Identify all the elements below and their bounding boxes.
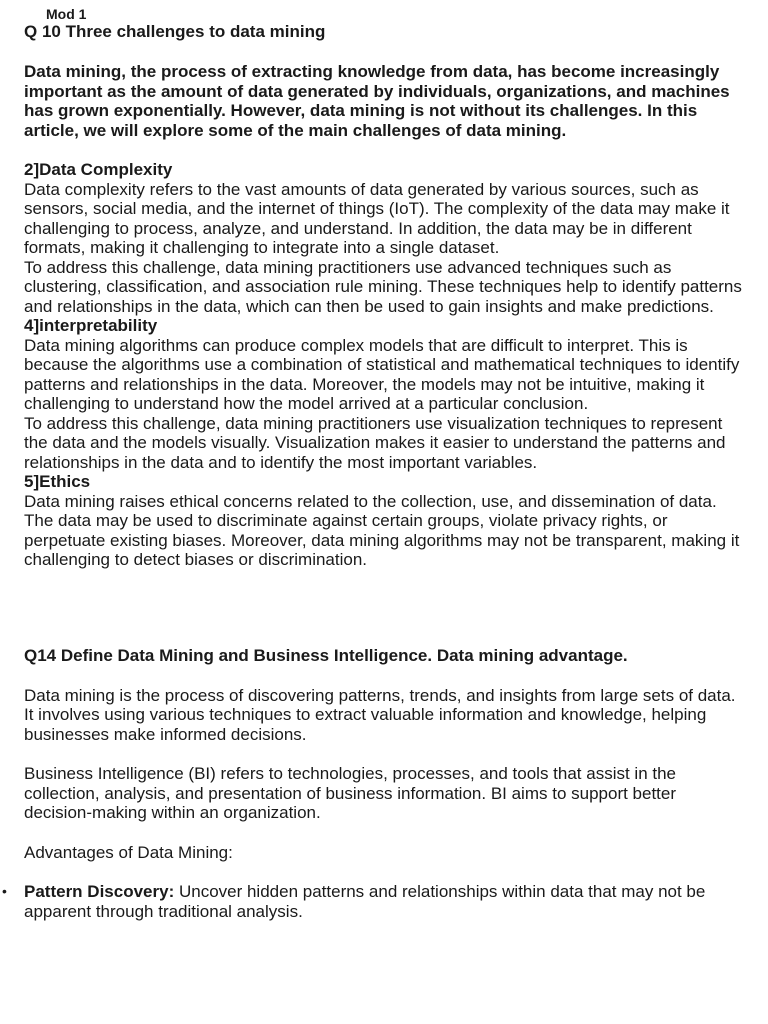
question-14-title: Q14 Define Data Mining and Business Intelligence. Data mining advantage. <box>24 645 628 665</box>
section-data-complexity <box>24 160 748 316</box>
section-heading: 4]interpretability <box>24 316 158 335</box>
question-10-intro: Data mining, the process of extracting knowledge from data, has become increasingly important as the amount of data generated by individuals, organizations, and machines has grown exponentially. However, data mining is not without its challenges. In this article, we will explore some of the main challenges of data mining. <box>24 62 730 140</box>
section-paragraph: Data complexity refers to the vast amounts of data generated by various sources, such as sensors, social media, and the internet of things (IoT). The complexity of the data may make it challenging to process, analyze, and understand. In addition, the data may be in different formats, making it challenging to integrate into a single dataset. <box>24 179 730 257</box>
section-paragraph: To address this challenge, data mining practitioners use visualization techniques to represent the data and the models visually. Visualization makes it easier to understand the patterns and relationships in the data and to identify the most important variables. <box>24 413 726 472</box>
section-ethics <box>24 472 748 570</box>
question-10-title: Q 10 Three challenges to data mining <box>24 22 326 41</box>
module-label: Mod 1 <box>46 6 87 22</box>
section-interpretability <box>24 316 748 472</box>
advantage-text: Uncover hidden patterns and relationships within data that may not be apparent through traditional analysis. <box>24 882 706 921</box>
advantage-term: Pattern Discovery: <box>24 882 175 901</box>
section-paragraph: Data mining raises ethical concerns related to the collection, use, and dissemination of data. The data may be used to discriminate against certain groups, violate privacy rights, or perpetuate existing biases. Moreover, data mining algorithms may not be transparent, making it challenging to detect biases or discrimination. <box>24 491 740 569</box>
section-paragraph: Data mining algorithms can produce complex models that are difficult to interpret. This is because the algorithms use a combination of statistical and mathematical techniques to identify patterns and relationships in the data. Moreover, the models may not be intuitive, making it challenging to understand how the model arrived at a particular conclusion. <box>24 335 740 413</box>
section-heading: 5]Ethics <box>24 472 91 491</box>
bullet-icon: • <box>2 883 7 899</box>
list-item <box>2 882 748 921</box>
data-mining-definition: Data mining is the process of discovering patterns, trends, and insights from large sets of data. It involves using various techniques to extract valuable information and knowledge, helping businesses make informed decisions. <box>24 685 736 744</box>
section-paragraph: To address this challenge, data mining practitioners use advanced techniques such as clustering, classification, and association rule mining. These techniques help to identify patterns and relationships in the data, which can then be used to gain insights and make predictions. <box>24 257 742 316</box>
business-intelligence-definition: Business Intelligence (BI) refers to technologies, processes, and tools that assist in the collection, analysis, and presentation of business information. BI aims to support better decision-making within an organization. <box>24 764 677 822</box>
advantages-list <box>2 882 748 921</box>
document-page <box>2 6 748 921</box>
section-heading: 2]Data Complexity <box>24 160 173 179</box>
advantages-heading: Advantages of Data Mining: <box>24 842 233 862</box>
